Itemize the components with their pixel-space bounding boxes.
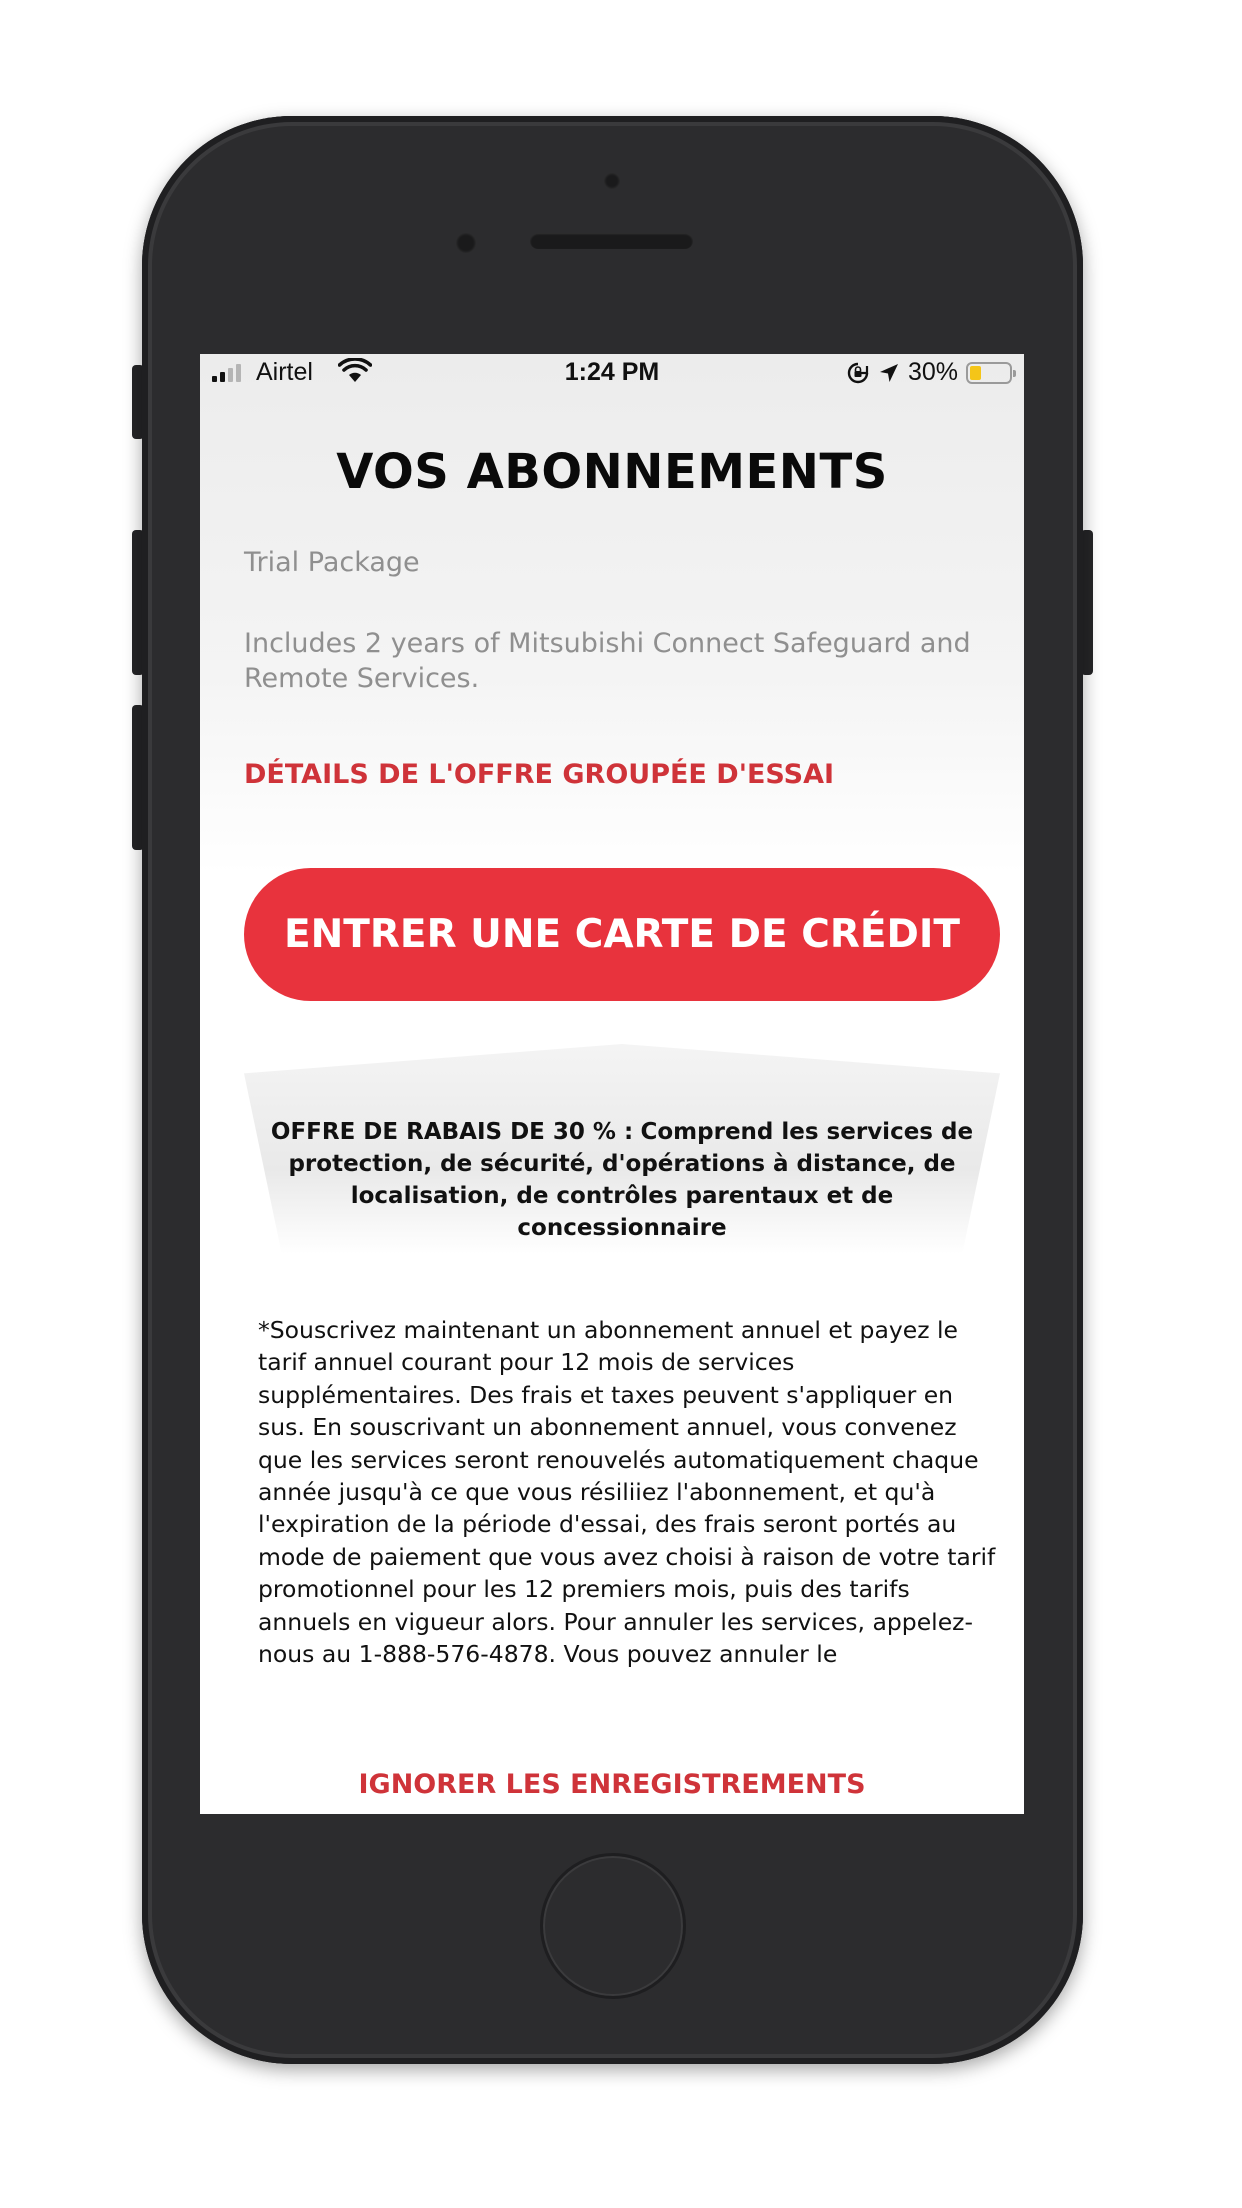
home-button[interactable] [540,1853,686,1999]
battery-icon [966,362,1012,384]
app-screen [200,354,1024,1814]
earpiece-speaker [530,233,693,249]
status-indicators [846,358,1012,387]
package-description: Includes 2 years of Mitsubishi Connect Safeguard and Remote Services. [244,628,971,694]
proximity-sensor-icon [604,173,620,189]
battery-percent: 30% [907,358,958,386]
package-name: Trial Package [244,547,420,578]
rotation-lock-icon [846,361,870,385]
location-arrow-icon [878,362,900,384]
page-title: VOS ABONNEMENTS [336,444,888,500]
front-camera-icon [456,233,476,253]
trial-details-link[interactable]: DÉTAILS DE L'OFFRE GROUPÉE D'ESSAI [244,759,835,790]
carrier-name: Airtel [256,358,313,386]
status-time: 1:24 PM [564,358,660,386]
battery-level-fill [970,366,981,380]
promo-text [244,1116,1000,1244]
terms-scroll-area[interactable] [258,1314,998,1714]
status-bar [200,354,1024,390]
enter-credit-card-button[interactable]: ENTRER UNE CARTE DE CRÉDIT [244,868,1000,1001]
skip-registration-link[interactable]: IGNORER LES ENREGISTREMENTS [358,1769,866,1800]
terms-text: *Souscrivez maintenant un abonnement annuel et payez le tarif annuel courant pour 12 mois de services supplémentaires. Des frais et taxes peuvent s'appliquer en sus. En souscrivant un abonnement annuel, vous convenez que les services seront renouvelés automatiquement chaque année jusqu'à ce que vous résiliiez l'abonnement, et qu'à l'expiration de la période d'essai, des frais seront portés au mode de paiement que vous avez choisi à raison de votre tarif promotionnel pour les 12 premiers mois, puis des tarifs annuels en vigueur alors. Pour annuler les services, appelez-nous au 1-888-576-4878. Vous pouvez annuler le [258,1316,996,1669]
promo-description: Comprend les services de protection, de sécurité, d'opérations à distance, de localisation, de contrôles parentaux et de concessionnaire [288,1119,974,1241]
promo-label: OFFRE DE RABAIS DE 30 % : [270,1119,634,1145]
